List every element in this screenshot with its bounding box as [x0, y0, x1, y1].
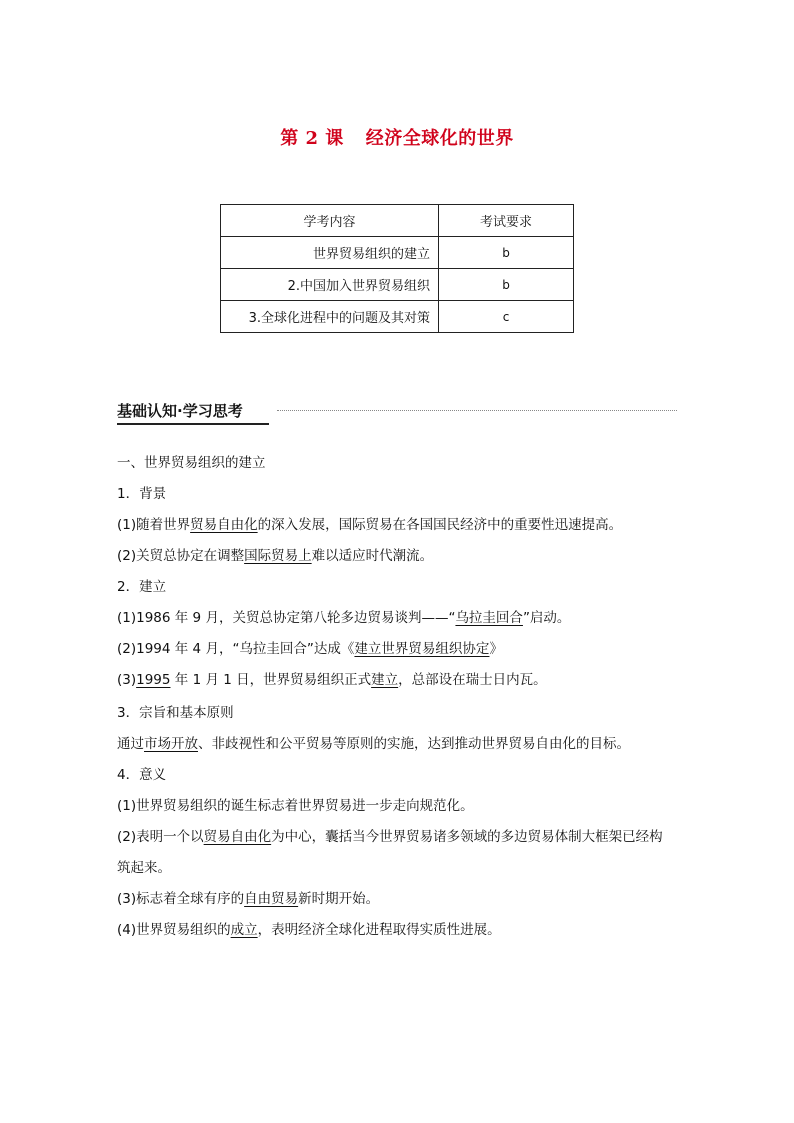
table-cell-grade: b	[439, 237, 574, 269]
table-cell-content: 世界贸易组织的建立	[221, 237, 439, 269]
table-header-row	[221, 205, 574, 237]
subheading-significance: 4．意义	[117, 767, 167, 783]
section-header-underline	[117, 423, 269, 425]
answer-blank: 1995	[136, 672, 171, 688]
section-header-label	[117, 400, 243, 421]
answer-blank: 贸易自由化	[203, 829, 272, 845]
answer-blank: 成立	[230, 922, 258, 938]
table-row	[221, 237, 574, 269]
lesson-name: 经济全球化的世界	[365, 128, 514, 149]
table-row	[221, 269, 574, 301]
subheading-background: 1．背景	[117, 486, 167, 502]
paragraph: (1)1986 年 9 月，关贸总协定第八轮多边贸易谈判——“乌拉圭回合”启动。	[117, 610, 571, 626]
header-content: 学考内容	[221, 205, 439, 237]
paragraph-continuation: 筑起来。	[117, 860, 171, 876]
paragraph: (2)1994 年 4 月，“乌拉圭回合”达成《建立世界贸易组织协定》	[117, 641, 503, 657]
section-header	[117, 400, 677, 426]
paragraph: (3)标志着全球有序的自由贸易新时期开始。	[117, 891, 380, 907]
paragraph: (2)关贸总协定在调整国际贸易上难以适应时代潮流。	[117, 548, 434, 564]
heading-wto-establishment: 一、世界贸易组织的建立	[117, 455, 266, 471]
paragraph: (4)世界贸易组织的成立，表明经济全球化进程取得实质性进展。	[117, 922, 501, 938]
paragraph: (3)1995 年 1 月 1 日，世界贸易组织正式建立，总部设在瑞士日内瓦。	[117, 672, 547, 688]
answer-blank: 建立世界贸易组织协定	[354, 641, 490, 657]
answer-blank: 贸易自由化	[190, 517, 258, 533]
paragraph: (2)表明一个以贸易自由化为中心，囊括当今世界贸易诸多领域的多边贸易体制大框架已经构	[117, 829, 663, 845]
table-cell-content: 2.中国加入世界贸易组织	[221, 269, 439, 301]
answer-blank: 市场开放	[144, 736, 198, 752]
requirements-table	[220, 204, 574, 333]
subheading-principles: 3．宗旨和基本原则	[117, 705, 234, 721]
paragraph: 通过市场开放、非歧视性和公平贸易等原则的实施，达到推动世界贸易自由化的目标。	[117, 736, 630, 752]
answer-blank: 建立	[371, 672, 399, 688]
section-header-dotted-rule	[277, 410, 677, 411]
answer-blank: 乌拉圭回合	[455, 610, 523, 626]
paragraph: (1)世界贸易组织的诞生标志着世界贸易进一步走向规范化。	[117, 798, 474, 814]
lesson-title	[0, 124, 794, 150]
section-header-sub: ·学习思考	[177, 402, 243, 420]
table-cell-grade: b	[439, 269, 574, 301]
lesson-number: 第 2 课	[280, 128, 344, 149]
table-row	[221, 301, 574, 333]
header-requirement: 考试要求	[439, 205, 574, 237]
section-header-main: 基础认知	[117, 402, 178, 420]
table-cell-grade: c	[439, 301, 574, 333]
subheading-establishment: 2．建立	[117, 579, 167, 595]
answer-blank: 自由贸易	[244, 891, 299, 907]
answer-blank: 国际贸易上	[244, 548, 312, 564]
paragraph: (1)随着世界贸易自由化的深入发展，国际贸易在各国国民经济中的重要性迅速提高。	[117, 517, 623, 533]
table-cell-content: 3.全球化进程中的问题及其对策	[221, 301, 439, 333]
